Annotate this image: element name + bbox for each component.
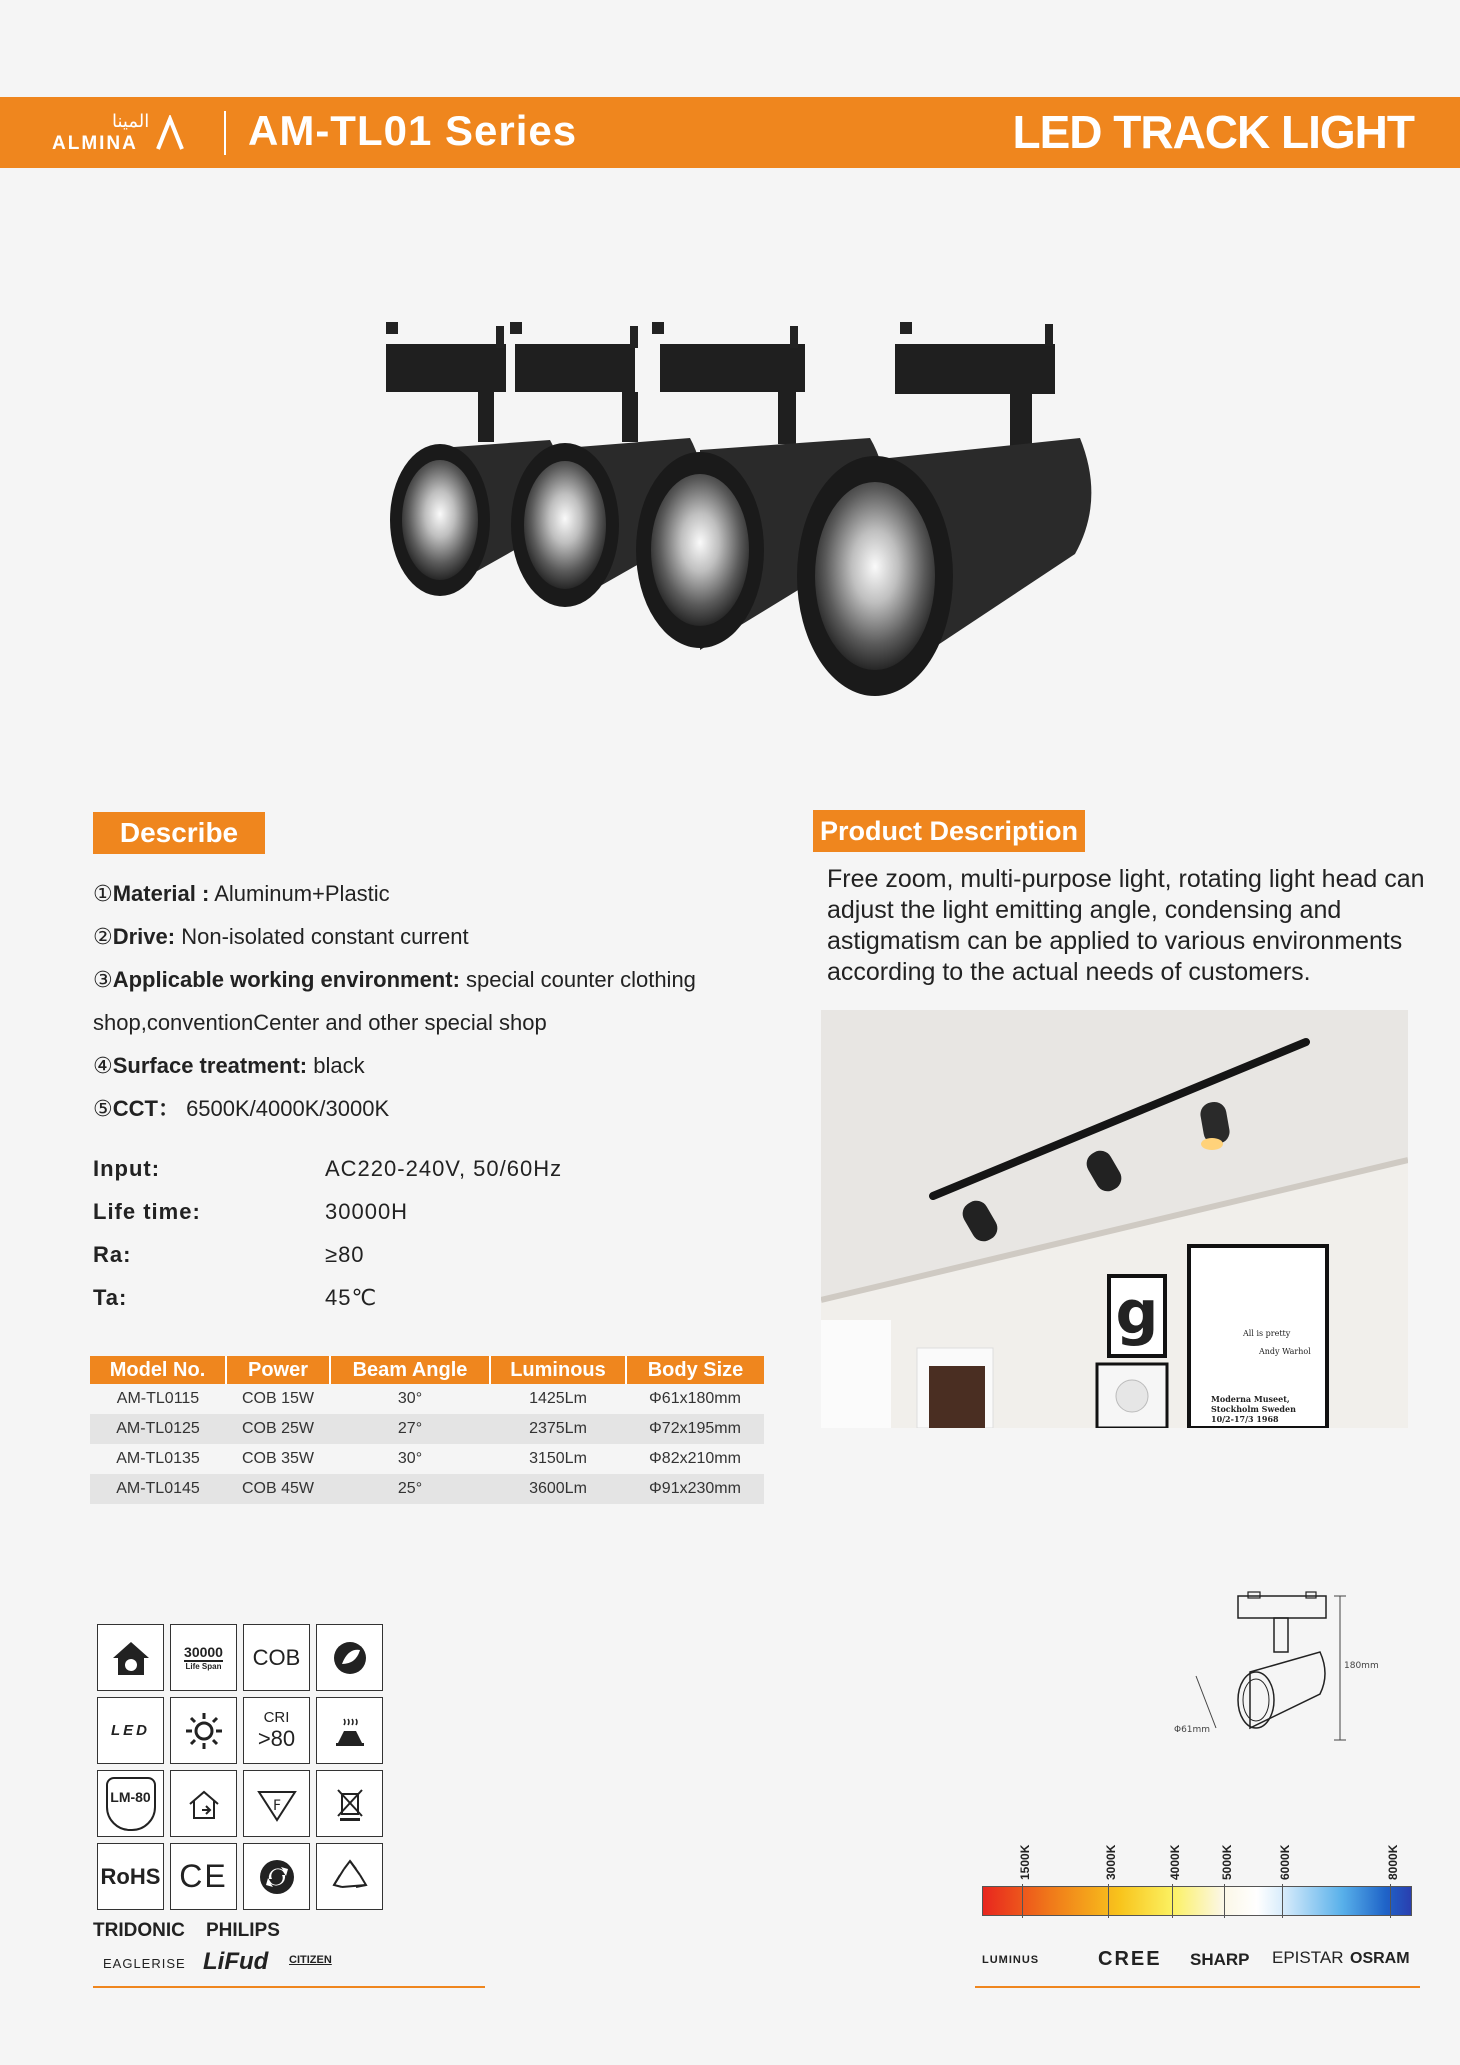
table-cell: 30° (397, 1390, 423, 1407)
home-eco-icon (97, 1624, 164, 1691)
cct-marker (1390, 1884, 1391, 1918)
spec-row: Life time: 30000H (93, 1199, 409, 1224)
recycle-icon (316, 1843, 383, 1910)
product-description-heading: Product Description (813, 810, 1085, 852)
product-description-text: Free zoom, multi-purpose light, rotating light head can adjust the light emitting angle, condensing and astigmatism can be applied to various environments according to the actual needs of customers. (827, 865, 1425, 986)
table-cell: AM-TL0115 (116, 1390, 200, 1407)
table-cell: 1425Lm (529, 1390, 587, 1407)
rohs-icon: RoHS (97, 1843, 164, 1910)
brand-luminus: LUMINUS (982, 1954, 1040, 1966)
table-cell: COB 25W (226, 1414, 330, 1444)
describe-item: ④Surface treatment: black (93, 1053, 365, 1078)
led-icon: LED (97, 1697, 164, 1764)
cct-tick: 1500K (1018, 1844, 1032, 1880)
table-cell: 3600Lm (490, 1474, 626, 1504)
header-band (0, 97, 1460, 168)
table-cell: AM-TL0145 (90, 1474, 226, 1504)
track-light-4 (797, 322, 1091, 696)
table-cell: AM-TL0125 (90, 1414, 226, 1444)
brand-osram: OSRAM (1350, 1950, 1410, 1967)
table-cell: 30° (397, 1450, 423, 1467)
column-header: Beam Angle (330, 1356, 490, 1384)
describe-item: ⑤CCT： 6500K/4000K/3000K (93, 1096, 390, 1121)
dimension-drawing (1170, 1590, 1390, 1750)
diameter-label: Φ61mm (1174, 1725, 1211, 1735)
brand-cree: CREE (1098, 1948, 1162, 1970)
brand-eaglerise: EAGLERISE (103, 1956, 186, 1971)
table-cell: Φ72x195mm (626, 1414, 764, 1444)
table-cell: Φ91x230mm (626, 1474, 764, 1504)
table-cell: COB 35W (241, 1450, 314, 1467)
eco-plug-icon (316, 1624, 383, 1691)
model-table (90, 1356, 764, 1504)
column-header: Model No. (90, 1356, 226, 1384)
cct-tick: 5000K (1220, 1844, 1234, 1880)
describe-item: ①Material : Aluminum+Plastic (93, 881, 390, 906)
table-cell: 2375Lm (490, 1414, 626, 1444)
spec-list (93, 1147, 793, 1319)
table-row (90, 1444, 764, 1474)
cct-tick: 3000K (1104, 1844, 1118, 1880)
cob-icon: COB (243, 1624, 310, 1691)
cri-icon: CRI >80 (243, 1697, 310, 1764)
describe-item-continued: shop,conventionCenter and other special shop (93, 1010, 547, 1035)
table-row (90, 1414, 764, 1444)
lifespan-icon: 30000 Life Span (170, 1624, 237, 1691)
poster-line: Stockholm Sweden (1211, 1404, 1296, 1414)
footer-rule-left (93, 1986, 485, 1988)
spec-row: Ra: ≥80 (93, 1242, 365, 1267)
table-cell: 25° (330, 1474, 490, 1504)
heat-lamp-icon (316, 1697, 383, 1764)
describe-list (93, 872, 793, 1130)
table-cell: Φ82x210mm (649, 1450, 741, 1467)
column-header: Body Size (626, 1356, 764, 1384)
describe-heading: Describe (93, 812, 265, 854)
poster-letter: g (1115, 1278, 1159, 1348)
table-cell: COB 45W (226, 1474, 330, 1504)
track-lights-hero-image (360, 310, 1110, 700)
brand-citizen: CITIZEN (289, 1954, 332, 1966)
height-label: 180mm (1344, 1661, 1379, 1671)
sun-brightness-icon (170, 1697, 237, 1764)
table-cell: 27° (330, 1414, 490, 1444)
poster-line: 10/2-17/3 1968 (1211, 1414, 1279, 1424)
poster-line: Moderna Museet, (1211, 1394, 1290, 1404)
no-bin-icon (316, 1770, 383, 1837)
installation-photo (821, 1010, 1408, 1428)
recycle-arrows-icon (243, 1843, 310, 1910)
table-cell: 3150Lm (529, 1450, 587, 1467)
brand-epistar: EPISTAR (1272, 1948, 1344, 1967)
footer-rule-right (975, 1986, 1420, 1988)
cct-marker (1022, 1884, 1023, 1918)
brand-philips: PHILIPS (206, 1920, 280, 1941)
table-cell: Φ61x180mm (649, 1390, 741, 1407)
almina-logo (52, 111, 192, 155)
ce-icon: CE (170, 1843, 237, 1910)
poster-line: All is pretty (1243, 1329, 1291, 1338)
f-mark-icon (243, 1770, 310, 1837)
indoor-house-icon (170, 1770, 237, 1837)
driver-brands (93, 1920, 393, 1980)
cct-tick: 8000K (1386, 1844, 1400, 1880)
cct-marker (1282, 1884, 1283, 1918)
cct-marker (1172, 1884, 1173, 1918)
describe-item: ②Drive: Non-isolated constant current (93, 924, 469, 949)
table-header-row (90, 1356, 764, 1384)
brand-english: ALMINA (52, 133, 138, 154)
brand-arabic: المينا (112, 111, 150, 131)
table-row (90, 1474, 764, 1504)
cct-scale (982, 1840, 1412, 1920)
series-title: AM-TL01 Series (248, 107, 578, 154)
chip-brands (982, 1948, 1412, 1978)
poster-line: Andy Warhol (1259, 1347, 1311, 1356)
brand-tridonic: TRIDONIC (93, 1920, 185, 1941)
lm80-badge-icon: LM-80 (97, 1770, 164, 1837)
table-cell: AM-TL0135 (116, 1450, 200, 1467)
describe-item: ③Applicable working environment: special counter clothing (93, 967, 696, 992)
cct-gradient-bar (982, 1886, 1412, 1916)
product-type-title: LED TRACK LIGHT (1012, 106, 1414, 158)
table-cell: COB 15W (241, 1390, 314, 1407)
spec-row: Input: AC220-240V, 50/60Hz (93, 1156, 563, 1181)
header-separator (224, 111, 226, 155)
cct-tick: 6000K (1278, 1844, 1292, 1880)
svg-text:F: F (272, 1797, 281, 1814)
cct-tick: 4000K (1168, 1844, 1182, 1880)
table-row (90, 1384, 764, 1414)
cct-marker (1224, 1884, 1225, 1918)
cct-marker (1108, 1884, 1109, 1918)
column-header: Power (226, 1356, 330, 1384)
brand-mark-icon (156, 115, 184, 151)
column-header: Luminous (490, 1356, 626, 1384)
brand-sharp: SHARP (1190, 1950, 1250, 1969)
brand-lifud: LiFud (203, 1948, 269, 1975)
spec-row: Ta: 45℃ (93, 1285, 378, 1310)
